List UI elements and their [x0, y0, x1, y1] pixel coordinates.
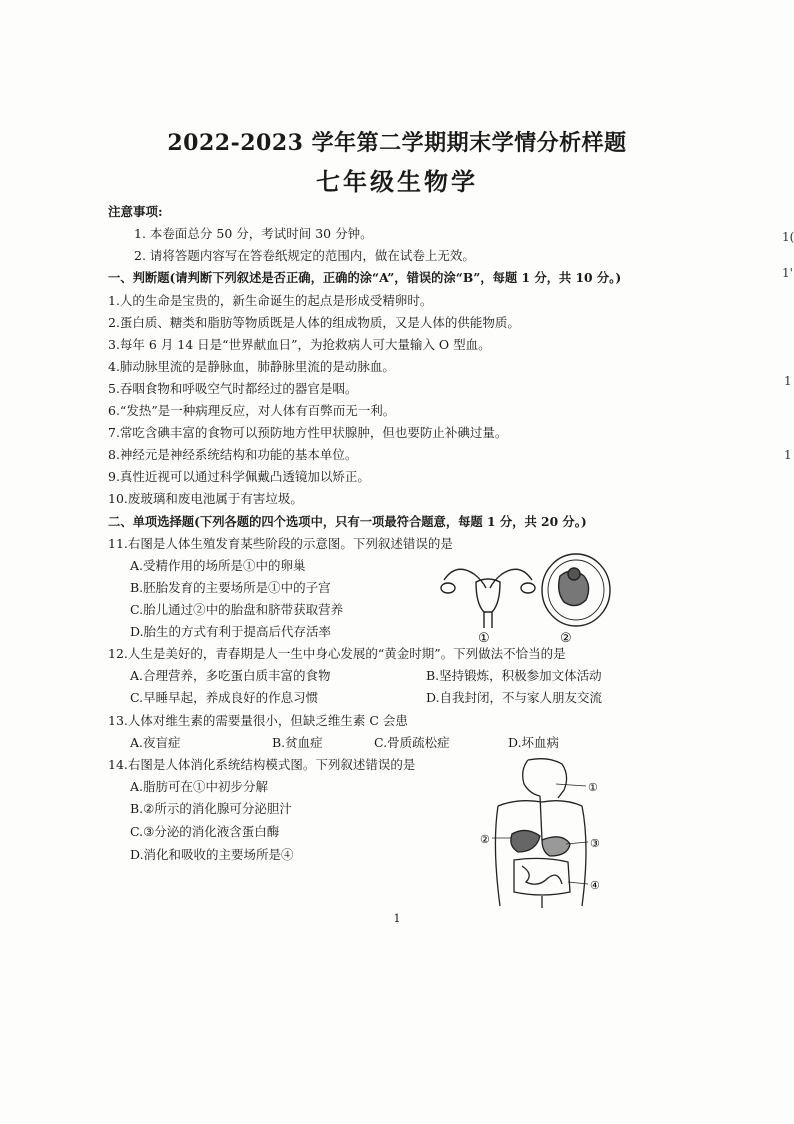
q13-option-a: A.夜盲症	[130, 735, 181, 750]
q14-option-a: A.脂肪可在①中初步分解	[130, 779, 269, 794]
question-13-stem: 13.人体对维生素的需要量很小，但缺乏维生素 C 会患	[108, 713, 408, 728]
figure-label: ②	[560, 631, 572, 646]
section1-heading: 一、判断题(请判断下列叙述是否正确，正确的涂“A”，错误的涂“B”，每题 1 分，共 10 分。)	[108, 270, 622, 285]
question-11-stem: 11.右图是人体生殖发育某些阶段的示意图。下列叙述错误的是	[108, 536, 453, 551]
margin-mark: 1'	[782, 266, 793, 280]
q13-option-d: D.坏血病	[508, 735, 560, 750]
page-number: 1	[393, 912, 401, 925]
q13-option-c: C.骨质疏松症	[374, 735, 450, 750]
figure-label: ④	[590, 879, 600, 892]
q11-option-b: B.胚胎发育的主要场所是①中的子宫	[130, 580, 331, 595]
q11-option-c: C.胎儿通过②中的胎盘和脐带获取营养	[130, 602, 344, 617]
fetus-in-womb-diagram	[542, 554, 610, 626]
digestive-system-figure	[478, 756, 608, 912]
note-item: 1. 本卷面总分 50 分，考试时间 30 分钟。	[134, 226, 373, 241]
q12-option-b: B.坚持锻炼，积极参加文体活动	[426, 668, 602, 683]
exam-title: 2022-2023 学年第二学期期末学情分析样题	[167, 130, 627, 156]
margin-mark: 1	[784, 448, 792, 462]
q13-option-b: B.贫血症	[272, 735, 323, 750]
q14-option-d: D.消化和吸收的主要场所是④	[130, 847, 294, 862]
judge-item: 8.神经元是神经系统结构和功能的基本单位。	[108, 447, 358, 462]
section2-heading: 二、单项选择题(下列各题的四个选项中，只有一项最符合题意，每题 1 分，共 20 分。)	[108, 514, 587, 529]
judge-item: 1.人的生命是宝贵的，新生命诞生的起点是形成受精卵时。	[108, 293, 433, 308]
judge-item: 2.蛋白质、糖类和脂肪等物质既是人体的组成物质，又是人体的供能物质。	[108, 315, 520, 330]
judge-item: 9.真性近视可以通过科学佩戴凸透镜加以矫正。	[108, 469, 370, 484]
digestive-system-diagram	[495, 759, 586, 908]
female-reproductive-system-diagram	[441, 569, 535, 628]
figure-label: ①	[478, 631, 490, 646]
q12-option-a: A.合理营养，多吃蛋白质丰富的食物	[130, 668, 331, 683]
figure-label: ③	[590, 837, 600, 850]
q14-option-c: C.③分泌的消化液含蛋白酶	[130, 824, 280, 839]
judge-item: 7.常吃含碘丰富的食物可以预防地方性甲状腺肿，但也要防止补碘过量。	[108, 425, 508, 440]
reproduction-figure	[438, 552, 618, 652]
q12-option-d: D.自我封闭，不与家人朋友交流	[426, 690, 603, 705]
question-12-stem: 12.人生是美好的，青春期是人一生中身心发展的“黄金时期”。下列做法不恰当的是	[108, 646, 566, 661]
judge-item: 6.“发热”是一种病理反应，对人体有百弊而无一利。	[108, 403, 396, 418]
judge-item: 5.吞咽食物和呼吸空气时都经过的器官是咽。	[108, 381, 358, 396]
q12-option-c: C.早睡早起，养成良好的作息习惯	[130, 690, 319, 705]
judge-item: 10.废玻璃和废电池属于有害垃圾。	[108, 491, 303, 506]
note-item: 2. 请将答题内容写在答卷纸规定的范围内，做在试卷上无效。	[134, 248, 475, 263]
notes-heading: 注意事项:	[108, 204, 163, 219]
exam-subtitle: 七年级生物学	[316, 167, 478, 196]
question-14-stem: 14.右图是人体消化系统结构模式图。下列叙述错误的是	[108, 757, 416, 772]
margin-mark: 1(	[782, 230, 794, 244]
judge-item: 4.肺动脉里流的是静脉血，肺静脉里流的是动脉血。	[108, 359, 395, 374]
margin-mark: 1	[784, 374, 792, 388]
q14-option-b: B.②所示的消化腺可分泌胆汁	[130, 801, 292, 816]
q11-option-d: D.胎生的方式有利于提高后代存活率	[130, 624, 332, 639]
judge-item: 3.每年 6 月 14 日是“世界献血日”，为抢救病人可大量输入 O 型血。	[108, 337, 491, 352]
q11-option-a: A.受精作用的场所是①中的卵巢	[130, 558, 306, 573]
figure-label: ②	[480, 833, 490, 846]
figure-label: ①	[588, 781, 598, 794]
